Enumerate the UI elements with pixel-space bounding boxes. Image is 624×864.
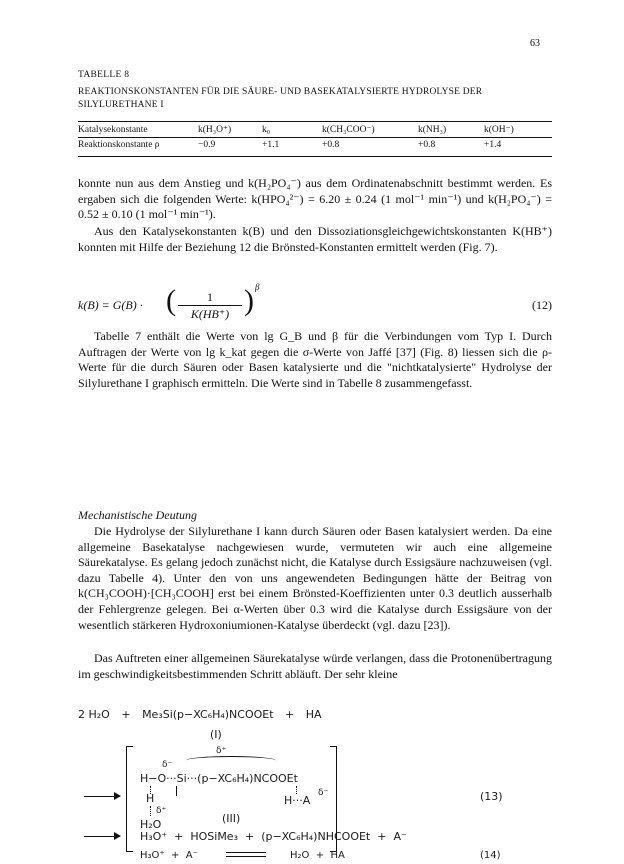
scheme-reagent: Me₃Si(p−XC₆H₄)NCOOEt [142, 708, 274, 721]
eq12-number: (12) [532, 298, 552, 312]
paragraph-2: Aus den Katalysekonstanten k(B) und den Dissoziationsgleichgewichtskonstanten K(HB⁺) konnten mit Hilfe der Beziehung 12 die Brönsted-Konstanten ermittelt werden (Fig. 7). [78, 224, 552, 254]
eq12-numerator: 1 [207, 290, 213, 304]
eq14-arrow-forward [226, 852, 266, 853]
eq14-arrow-back [226, 856, 266, 857]
ts-bond [296, 786, 297, 794]
scheme-arrow-line [84, 796, 118, 797]
ts-main-chain: H−O···Si···(p−XC₆H₄)NCOOEt [140, 772, 298, 785]
scheme-arrow-head [114, 792, 121, 800]
table-bottom-rule [78, 156, 552, 157]
table-cell: +1.4 [484, 140, 502, 150]
scheme-plus: + [121, 708, 131, 721]
paragraph-3: Tabelle 7 enthält die Werte von lg G_B und β für die Verbindungen vom Typ I. Durch Auftragen der Werte von lg k_kat gegen die σ-Werte von Jaffé [37] (Fig. 8) liessen sich die ρ-Werte für die durch Säuren oder Basen katalysierte und die "nichtkatalysierte" Hydrolyse der Silylurethane I graphisch ermitteln. Die Werte sind in Tabelle 8 zusammengefasst. [78, 329, 552, 390]
ts-delta-plus-low: δ⁺ [156, 806, 167, 816]
ts-bond [150, 806, 151, 816]
ts-delta-plus-top: δ⁺ [216, 746, 227, 756]
eq12-right-paren: ) [244, 284, 254, 317]
scheme-label-I: (I) [210, 728, 222, 741]
table-label: TABELLE 8 [78, 70, 130, 80]
eq14-number: (14) [480, 850, 501, 861]
eq12-exponent: β [255, 282, 260, 292]
table-header-cell: k₀ [262, 122, 322, 138]
table-header-cell: Katalysekonstante [78, 122, 198, 138]
ts-delta-minus-right: δ⁻ [318, 788, 329, 798]
ts-delta-minus: δ⁻ [162, 760, 173, 770]
scheme-water: 2 H₂O [78, 708, 110, 721]
eq12-fraction-bar [178, 305, 242, 306]
section-heading: Mechanistische Deutung [78, 508, 197, 522]
scheme-plus: + [285, 708, 295, 721]
eq14-left: H₃O⁺ + A⁻ [140, 850, 198, 861]
table-cell: +1.1 [262, 140, 280, 150]
eq13-number: (13) [480, 790, 503, 803]
ts-H-left: H [146, 792, 155, 805]
scheme-arrow-head [114, 832, 121, 840]
eq12-denominator: K(HB⁺) [190, 307, 230, 321]
ts-arc [186, 756, 276, 765]
table-header-cell: k(CH₃COO⁻) [322, 122, 418, 138]
table-cell: Reaktionskonstante ρ [78, 140, 160, 150]
table-cell: +0.8 [418, 140, 436, 150]
ts-water: H₂O [140, 818, 162, 831]
table-cell: +0.8 [322, 140, 340, 150]
eq14-right: H₂O + HA [290, 850, 345, 861]
ts-left-bracket [126, 746, 133, 852]
ts-bond [176, 786, 177, 796]
equation-12 [78, 282, 552, 324]
scheme-products: H₃O⁺ + HOSiMe₃ + (p−XC₆H₄)NHCOOEt + A⁻ [140, 830, 407, 843]
paragraph-1: konnte nun aus dem Anstieg und k(H₂PO₄⁻) aus dem Ordinatenabschnitt bestimmt werden. Es ergaben sich die folgenden Werte: k(HPO₄²⁻) = 6.20 ± 0.24 (1 mol⁻¹ min⁻¹) und k(H₂PO₄⁻) = 0.52 ± 0.10 (1 mol⁻¹ min⁻¹). [78, 176, 552, 222]
eq12-left-paren: ( [166, 284, 176, 317]
scheme-acid: HA [305, 708, 322, 721]
reaction-constants-table [78, 122, 552, 152]
table-header-row [78, 122, 552, 138]
scheme-line-1 [78, 708, 322, 721]
table-header-cell: k(OH⁻) [484, 122, 552, 138]
eq12-lhs: k(B) = G(B) · [78, 298, 143, 312]
paragraph-5: Das Auftreten einer allgemeinen Säurekatalyse würde verlangen, dass die Protonenübertragung im geschwindigkeitsbestimmenden Schritt abläuft. Der sehr kleine [78, 651, 552, 681]
table-title: REAKTIONSKONSTANTEN FÜR DIE SÄURE- UND BASEKATALYSIERTE HYDROLYSE DER SILYLURETHANE I [78, 87, 483, 110]
table-row [78, 138, 552, 153]
page-number: 63 [530, 38, 540, 49]
table-header-cell: k(NH₃) [418, 122, 484, 138]
scheme-arrow-line [84, 836, 118, 837]
paragraph-4: Die Hydrolyse der Silylurethane I kann durch Säuren oder Basen katalysiert werden. Da eine allgemeine Basekatalyse nachgewiesen wurde, vermuteten wir auch eine allgemeine Säurekatalyse. Es gelang jedoch zunächst nicht, die Katalyse durch Essigsäure nachzuweisen (vgl. dazu Tabelle 4). Unter den von uns angewendeten Bedingungen hätte der Beitrag von k(CH₃COOH)·[CH₃COOH] erst bei einem Brönsted-Koeffizienten unter 0.3 deutlich ausserhalb der Fehlergrenze gelegen. Bei α-Werten über 0.3 wird die Katalyse durch Essigsäure von der wesentlich stärkeren Hydroxoniumionen-Katalyse überdeckt (vgl. dazu [23]). [78, 524, 552, 632]
table-header-cell: k(H₃O⁺) [198, 122, 262, 138]
table-cell: −0.9 [198, 140, 216, 150]
ts-H-right: H···A [284, 794, 311, 807]
ts-label-III: (III) [222, 812, 241, 825]
